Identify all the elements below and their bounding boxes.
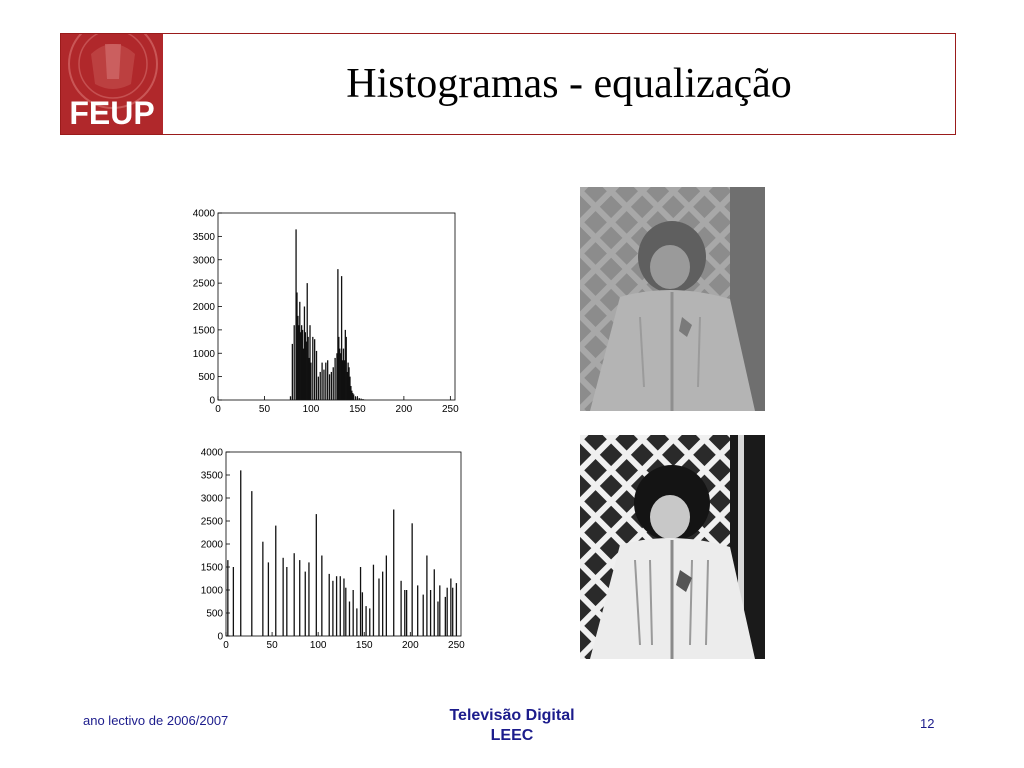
footer-course-line2: LEEC [490,727,534,744]
page-number: 12 [920,716,935,731]
y-tick-label: 3000 [200,493,223,505]
equalized-photo [580,435,765,664]
x-tick-label: 200 [395,404,413,415]
x-tick-label: 50 [266,640,278,651]
y-tick-label: 4000 [200,447,223,459]
y-tick-label: 1000 [192,348,215,360]
histogram-original-svg [180,200,475,420]
y-tick-label: 0 [217,631,223,643]
x-tick-label: 100 [309,640,327,651]
title-box [60,33,956,135]
y-tick-label: 500 [198,372,215,384]
y-tick-label: 2000 [192,302,215,313]
y-tick-label: 3500 [192,231,215,243]
x-tick-label: 250 [448,640,465,651]
slide-title: Histogramas - equalização [346,61,792,107]
y-tick-label: 1500 [200,562,223,574]
footer-course [412,706,612,746]
y-tick-label: 2500 [192,278,215,290]
y-tick-label: 1500 [192,325,215,337]
logo-text: FEUP [69,95,155,131]
y-tick-label: 500 [206,608,223,620]
y-tick-label: 2500 [200,516,223,528]
x-tick-label: 100 [302,404,320,415]
x-tick-label: 200 [401,640,419,651]
original-photo [580,187,765,416]
footer-course-line1: Televisão Digital [449,707,575,724]
y-tick-label: 4000 [192,208,215,220]
x-tick-label: 150 [349,404,366,415]
feup-logo [61,34,163,134]
histogram-original [180,200,475,420]
y-tick-label: 2000 [200,539,223,551]
y-tick-label: 3500 [200,470,223,482]
y-tick-label: 3000 [192,255,215,267]
x-tick-label: 250 [442,404,459,415]
child-photo-low-contrast-icon [580,187,765,411]
y-tick-label: 1000 [200,585,223,597]
x-tick-label: 0 [223,640,229,651]
x-tick-label: 0 [215,404,221,415]
footer-year: ano lectivo de 2006/2007 [83,713,229,728]
child-photo-high-contrast-icon [580,435,765,659]
y-tick-label: 0 [209,395,215,407]
x-tick-label: 150 [355,640,373,651]
histogram-equalized-svg [180,445,475,660]
x-tick-label: 50 [258,404,271,415]
histogram-equalized [180,445,475,660]
